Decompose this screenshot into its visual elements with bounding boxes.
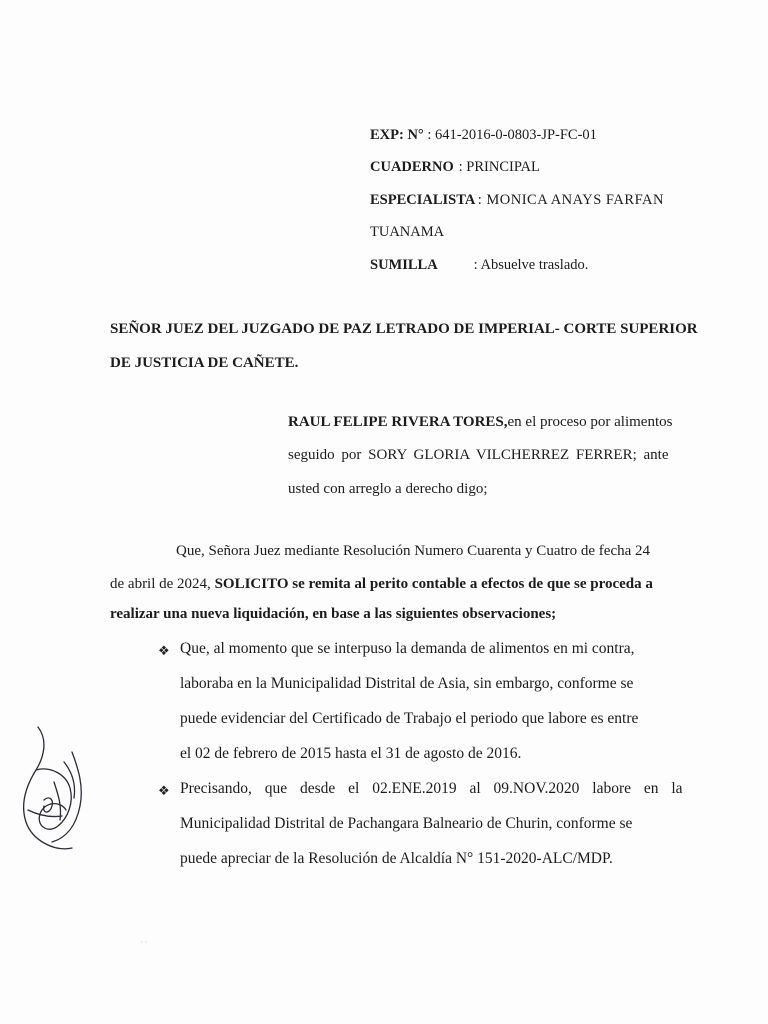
intro-line-2: seguido por SORY GLORIA VILCHERREZ FERRER; ante <box>288 447 669 463</box>
signature-drawing <box>14 722 94 857</box>
cuaderno-label: CUADERNO <box>370 159 454 175</box>
exp-line <box>370 127 597 144</box>
sumilla-label: SUMILLA <box>370 257 438 273</box>
paragraph-line-3: realizar una nueva liquidación, en base a las siguientes observaciones; <box>110 606 557 622</box>
bullet-icon: ❖ <box>158 783 170 798</box>
sumilla-line <box>370 257 588 274</box>
address-line-2: DE JUSTICIA DE CAÑETE. <box>110 355 299 371</box>
bullet-2-line-3: puede apreciar de la Resolución de Alcaldía N° 151-2020-ALC/MDP. <box>180 850 613 867</box>
especialista-value: : MONICA ANAYS FARFAN <box>477 192 664 208</box>
exp-label: EXP: N° <box>370 127 424 143</box>
petitioner-name: RAUL FELIPE RIVERA TORES, <box>288 414 508 430</box>
especialista-value-cont: TUANAMA <box>370 224 445 240</box>
paragraph-line-2 <box>110 576 653 593</box>
bullet-1-line-2: laboraba en la Municipalidad Distrital de Asia, sin embargo, conforme se <box>180 675 634 692</box>
intro-line-1 <box>288 414 673 431</box>
bullet-1-line-1: Que, al momento que se interpuso la demanda de alimentos en mi contra, <box>180 640 635 657</box>
bullet-1-line-3: puede evidenciar del Certificado de Trabajo el periodo que labore es entre <box>180 710 639 727</box>
especialista-label: ESPECIALISTA <box>370 192 476 208</box>
bullet-2-line-2: Municipalidad Distrital de Pachangara Balneario de Churin, conforme se <box>180 815 633 832</box>
bullet-2-line-1 <box>180 780 683 798</box>
sumilla-value: : Absuelve traslado. <box>473 257 589 273</box>
bullet-1-line-4: el 02 de febrero de 2015 hasta el 31 de agosto de 2016. <box>180 745 522 762</box>
bullet-2-line-1-text: Precisando, que desde el 02.ENE.2019 al 09.NOV.2020 labore en la <box>180 780 683 797</box>
paragraph-line-1: Que, Señora Juez mediante Resolución Numero Cuarenta y Cuatro de fecha 24 <box>176 543 651 559</box>
intro-line-1-rest: en el proceso por alimentos <box>507 414 673 430</box>
cuaderno-line <box>370 159 540 176</box>
paragraph-line-2-b: SOLICITO se remita al perito contable a efectos de que se proceda a <box>214 576 653 592</box>
especialista-line <box>370 192 664 209</box>
address-line-1: SEÑOR JUEZ DEL JUZGADO DE PAZ LETRADO DE IMPERIAL- CORTE SUPERIOR <box>110 321 698 337</box>
bullet-icon: ❖ <box>158 643 170 658</box>
intro-line-3: usted con arreglo a derecho digo; <box>288 481 488 497</box>
speck-marks: · · <box>140 938 148 947</box>
paragraph-line-2-a: de abril de 2024, <box>110 576 211 592</box>
cuaderno-value: : PRINCIPAL <box>458 159 540 175</box>
exp-value: : 641-2016-0-0803-JP-FC-01 <box>427 127 597 143</box>
